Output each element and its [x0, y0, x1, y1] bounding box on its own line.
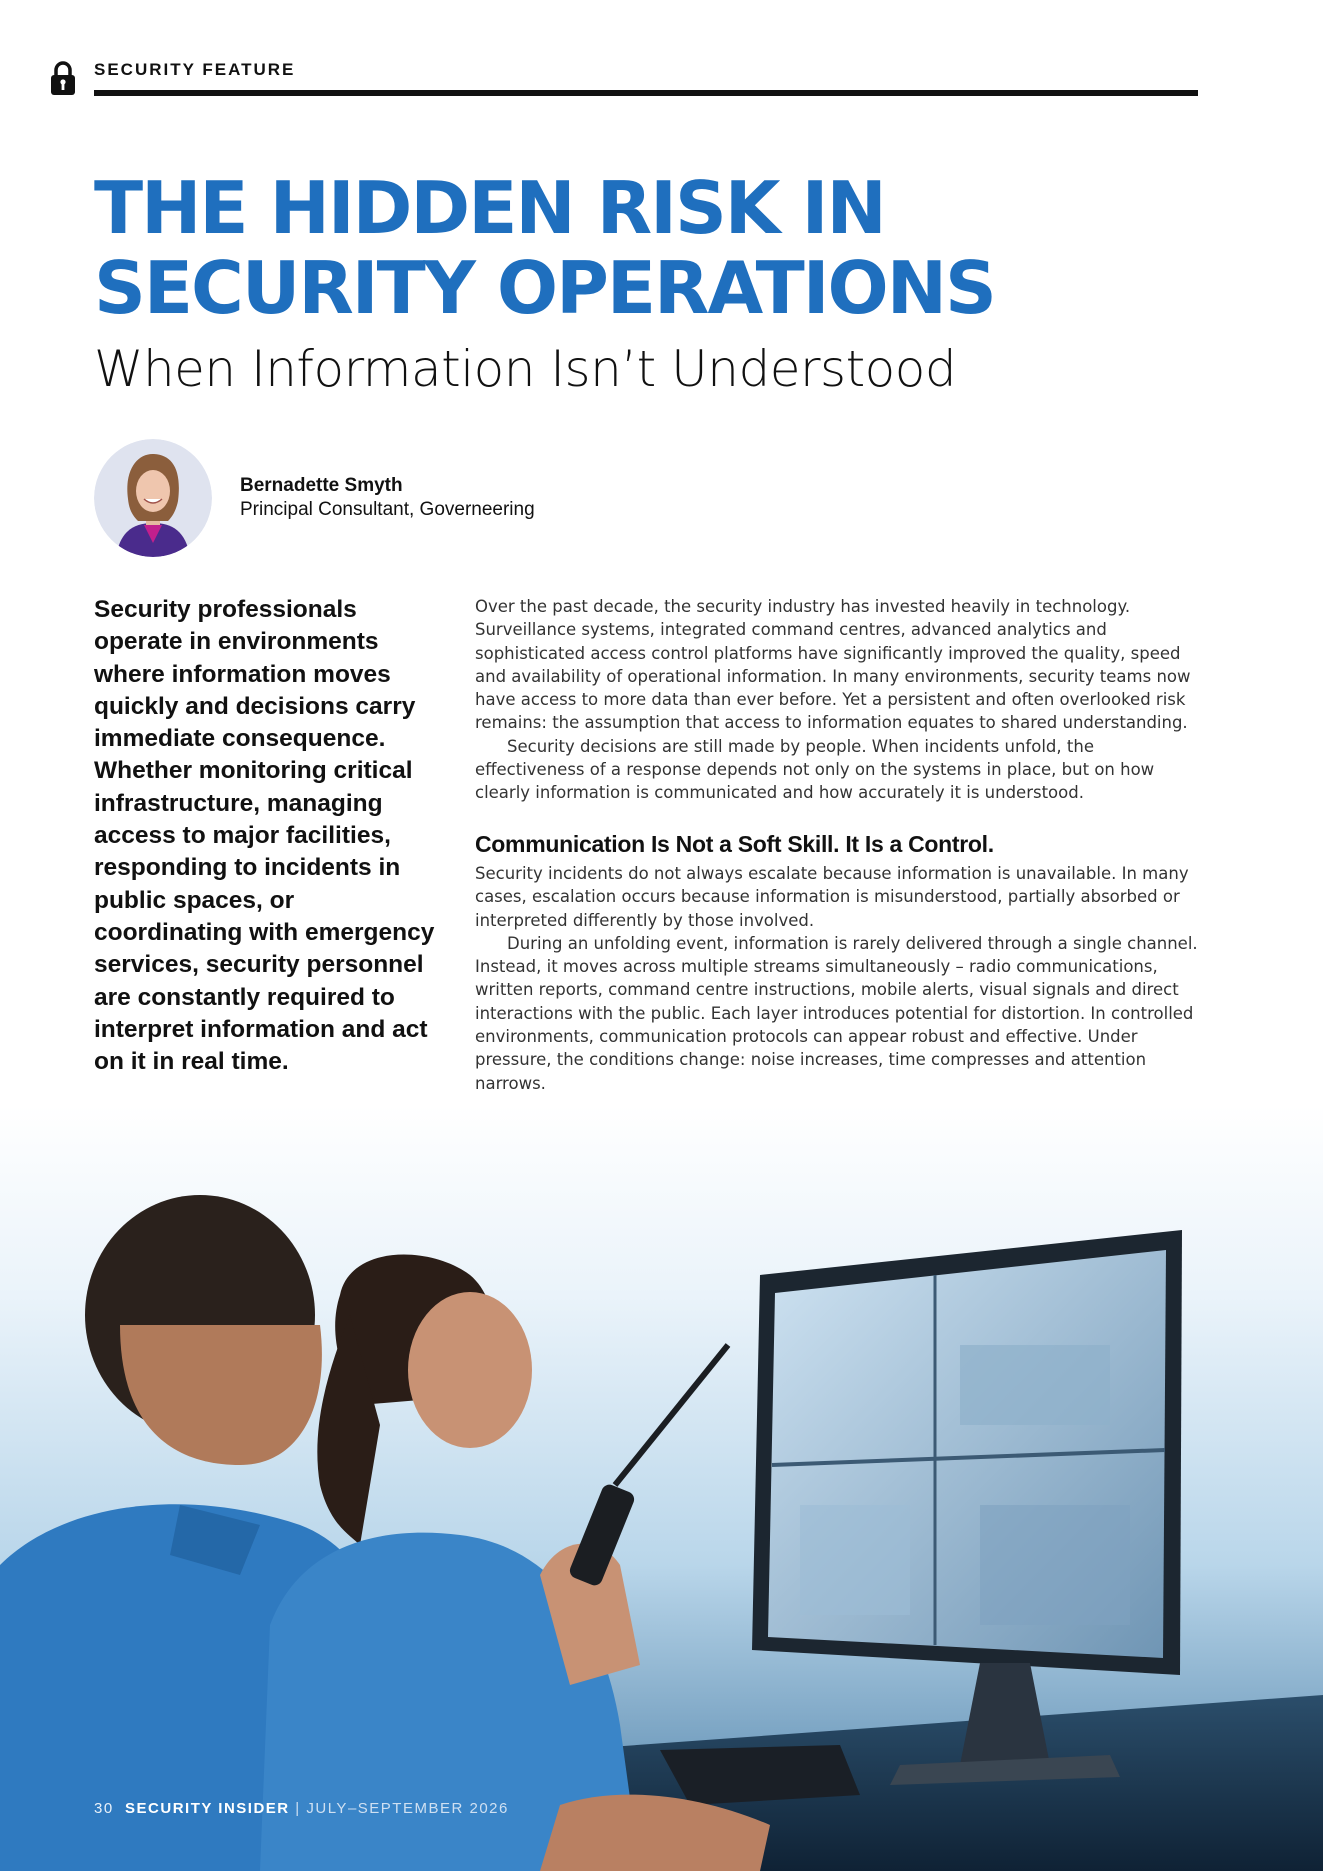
article-subtitle: When Information Isn’t Understood: [94, 340, 957, 398]
issue-date: JULY–SEPTEMBER 2026: [306, 1800, 509, 1817]
body-paragraph-1: Over the past decade, the security industry has invested heavily in technology. Surveillance systems, integrated command centres, advanced analytics and sophisticated access control platforms have significantly improved the quality, speed and availability of operational information. In many environments, security teams now have access to more data than ever before. Yet a persistent and often overlooked risk remains: the assumption that access to information equates to shared understanding.: [475, 597, 1191, 733]
title-line-1: THE HIDDEN RISK IN: [94, 166, 885, 250]
section-rule: [94, 90, 1198, 96]
article-body: [475, 595, 1205, 1095]
author-role: Principal Consultant, Governeering: [240, 499, 535, 520]
publication-name: SECURITY INSIDER: [125, 1800, 290, 1817]
title-line-2: SECURITY OPERATIONS: [94, 246, 995, 330]
author-name: Bernadette Smyth: [240, 475, 403, 496]
article-title: [94, 168, 1244, 328]
author-avatar: [94, 439, 212, 557]
body-subheading: Communication Is Not a Soft Skill. It Is a Control.: [475, 830, 994, 857]
section-label: SECURITY FEATURE: [94, 60, 296, 79]
footer-separator: |: [295, 1800, 301, 1817]
body-paragraph-4: During an unfolding event, information is rarely delivered through a single channel. Instead, it moves across multiple streams simultaneously – radio communications, written reports, command centre instructions, mobile alerts, visual signals and direct interactions with the public. Each layer introduces potential for distortion. In controlled environments, communication protocols can appear robust and effective. Under pressure, the conditions change: noise increases, time compresses and attention narrows.: [475, 933, 1198, 1093]
body-paragraph-2: Security decisions are still made by people. When incidents unfold, the effectiveness of a response depends not only on the systems in place, but on how clearly information is communicated and how accurately it is understood.: [475, 736, 1155, 803]
security-operators-photo: [0, 1105, 1323, 1871]
page-footer: [94, 1800, 509, 1817]
page-number: 30: [94, 1800, 114, 1817]
lock-icon: [50, 60, 76, 96]
lede-paragraph: Security professionals operate in environments where information moves quickly and decisions carry immediate consequence. Whether monitoring critical infrastructure, managing access to major facilities, responding to incidents in public spaces, or coordinating with emergency services, security personnel are constantly required to interpret information and act on it in real time.: [94, 596, 435, 1076]
section-header: [94, 60, 1198, 96]
body-paragraph-3: Security incidents do not always escalate because information is unavailable. In many cases, escalation occurs because information is misunderstood, partially absorbed or interpreted differently by those involved.: [475, 863, 1189, 930]
